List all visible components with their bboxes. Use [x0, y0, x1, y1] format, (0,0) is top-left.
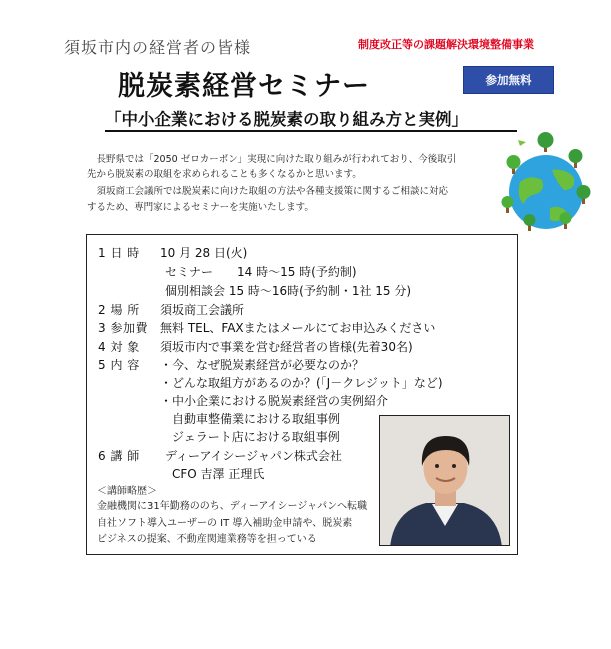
intro-line-4: するため、専門家によるセミナーを実施いたします。: [87, 202, 314, 213]
intro-line-3: 須坂商工会議所では脱炭素に向けた取組の方法や各種支援策に関するご相談に対応: [87, 186, 449, 197]
place-value: 須坂商工会議所: [160, 303, 245, 317]
bio-line: 自社ソフト導入ユーザーの IT 導入補助金申請や、脱炭素: [97, 518, 353, 529]
content-item: ジェラート店における取組事例: [160, 430, 340, 444]
content-item: 自動車整備業における取組事例: [160, 412, 341, 426]
date-value: 10 月 28 日(火): [160, 246, 248, 260]
lecturer-name: CFO 吉澤 正理氏: [172, 467, 265, 481]
seminar-time: セミナー 14 時～15 時(予約制): [165, 265, 357, 279]
target-value: 須坂市内で事業を営む経営者の皆様(先着30名): [160, 340, 413, 354]
content-item: ・今、なぜ脱炭素経営が必要なのか？: [160, 358, 365, 372]
intro-line-1: 長野県では「2050 ゼロカーボン」実現に向けた取り組みが行われており、今後取引: [87, 154, 457, 165]
free-admission-badge: 参加無料: [463, 66, 554, 94]
program-name: 制度改正等の課題解決環境整備事業: [358, 38, 534, 51]
earth-trees-illustration: [500, 130, 592, 235]
lecturer-photo: [379, 415, 510, 546]
fee-value: 無料 TEL、FAXまたはメールにてお申込みください: [160, 321, 436, 335]
greeting-text: 須坂市内の経営者の皆様: [64, 38, 252, 57]
place-label: 2 場 所: [98, 303, 140, 317]
target-label: 4 対 象: [98, 340, 140, 354]
fee-label: 3 参加費: [98, 321, 148, 335]
content-label: 5 内 容: [98, 358, 140, 372]
bio-heading: ＜講師略歴＞: [97, 486, 157, 497]
seminar-subtitle: 「中小企業における脱炭素の取り組み方と実例」: [105, 110, 468, 129]
content-item: ・どんな取組方があるのか？(「J－クレジット」など): [160, 376, 443, 390]
consultation-time: 個別相談会 15 時～16時(予約制・1社 15 分): [165, 284, 412, 298]
date-label: 1 日 時: [98, 246, 140, 260]
lecturer-label: 6 講 師: [98, 449, 140, 463]
page-title: 脱炭素経営セミナー: [118, 71, 370, 102]
lecturer-company: ディーアイシージャパン株式会社: [165, 449, 342, 463]
bio-line: 金融機関に31年勤務ののち、ディーアイシージャパンへ転職: [97, 501, 368, 512]
subtitle-underline: [105, 130, 517, 132]
intro-line-2: 先から脱炭素の取組を求められることも多くなるかと思います。: [87, 169, 362, 180]
bio-line: ビジネスの提案、不動産関連業務等を担っている: [97, 534, 317, 545]
content-item: ・中小企業における脱炭素経営の実例紹介: [160, 394, 389, 408]
